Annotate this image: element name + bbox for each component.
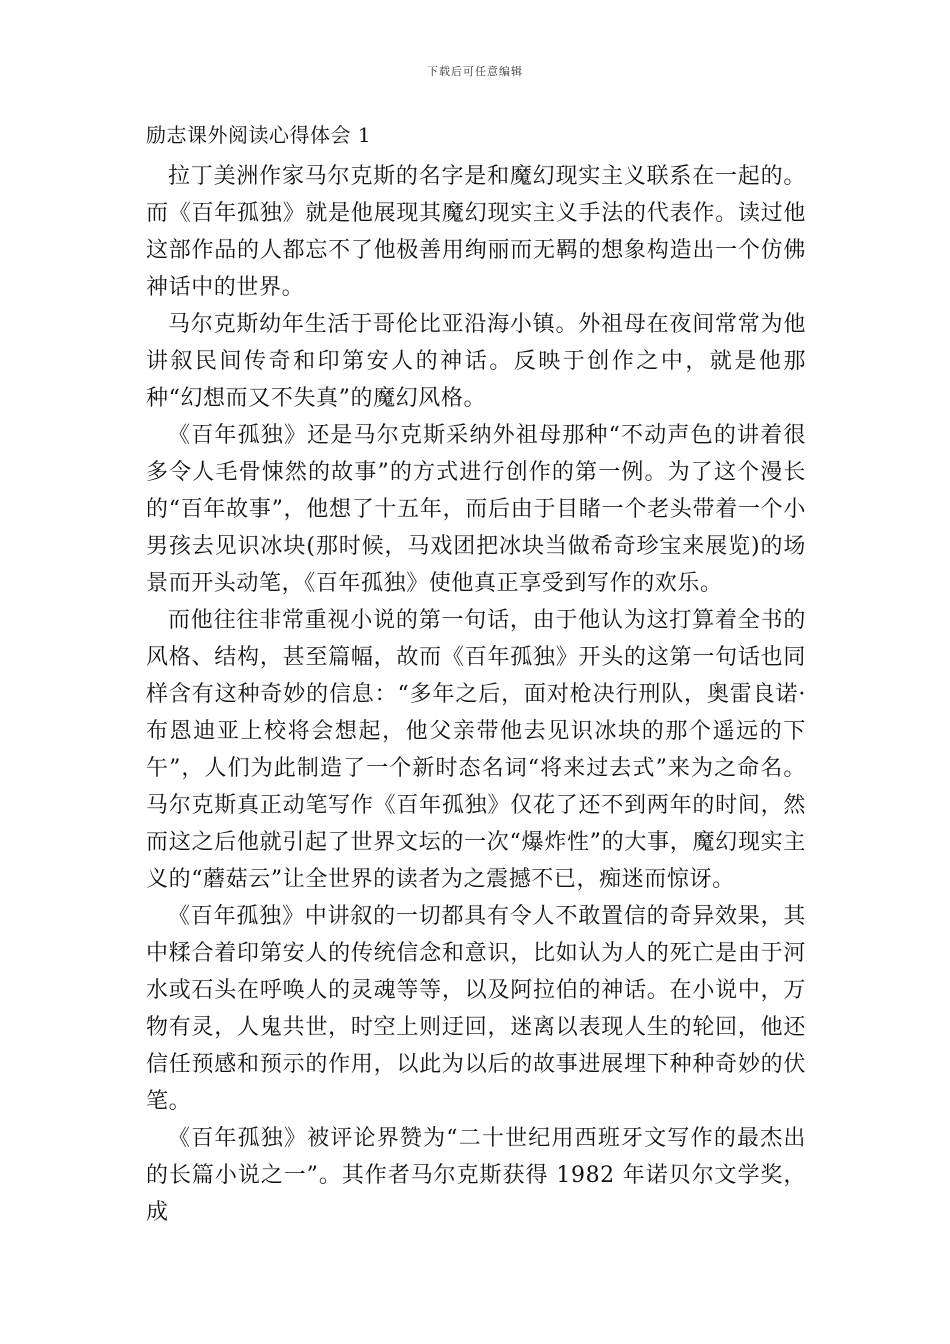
paragraph: 马尔克斯幼年生活于哥伦比亚沿海小镇。外祖母在夜间常常为他讲叙民间传奇和印第安人的神话。反映于创作之中，就是他那种“幻想而又不失真”的魔幻风格。 bbox=[146, 312, 806, 411]
paragraph: 《百年孤独》被评论界赞为“二十世纪用西班牙文写作的最杰出的长篇小说之一”。其作者马尔克斯获得 1982 年诺贝尔文学奖，成 bbox=[146, 1126, 806, 1225]
document-title: 励志课外阅读心得体会 1 bbox=[146, 123, 372, 147]
paragraph: 拉丁美洲作家马尔克斯的名字是和魔幻现实主义联系在一起的。而《百年孤独》就是他展现其魔幻现实主义手法的代表作。读过他这部作品的人都忘不了他极善用绚丽而无羁的想象构造出一个仿佛神话中的世界。 bbox=[146, 164, 806, 300]
paragraph: 《百年孤独》还是马尔克斯采纳外祖母那种“不动声色的讲着很多令人毛骨悚然的故事”的方式进行创作的第一例。为了这个漫长的“百年故事”，他想了十五年，而后由于目睹一个老头带着一个小男孩去见识冰块(那时候，马戏团把冰块当做希奇珍宝来展览)的场景而开头动笔，《百年孤独》使他真正享受到写作的欢乐。 bbox=[146, 423, 806, 596]
paragraph: 而他往往非常重视小说的第一句话，由于他认为这打算着全书的风格、结构，甚至篇幅，故而《百年孤独》开头的这第一句话也同样含有这种奇妙的信息：“多年之后，面对枪决行刑队，奥雷良诺·布恩迪亚上校将会想起，他父亲带他去见识冰块的那个遥远的下午”，人们为此制造了一个新时态名词“将来过去式”来为之命名。马尔克斯真正动笔写作《百年孤独》仅花了还不到两年的时间，然而这之后他就引起了世界文坛的一次“爆炸性”的大事，魔幻现实主义的“蘑菇云”让全世界的读者为之震撼不已，痴迷而惊讶。 bbox=[146, 608, 806, 892]
header-note: 下载后可任意编辑 bbox=[427, 65, 523, 78]
paragraph: 《百年孤独》中讲叙的一切都具有令人不敢置信的奇异效果，其中糅合着印第安人的传统信念和意识，比如认为人的死亡是由于河水或石头在呼唤人的灵魂等等，以及阿拉伯的神话。在小说中，万物有灵，人鬼共世，时空上则迂回，迷离以表现人生的轮回，他还信任预感和预示的作用，以此为以后的故事进展埋下种种奇妙的伏笔。 bbox=[146, 904, 806, 1114]
document-body bbox=[146, 120, 806, 1231]
